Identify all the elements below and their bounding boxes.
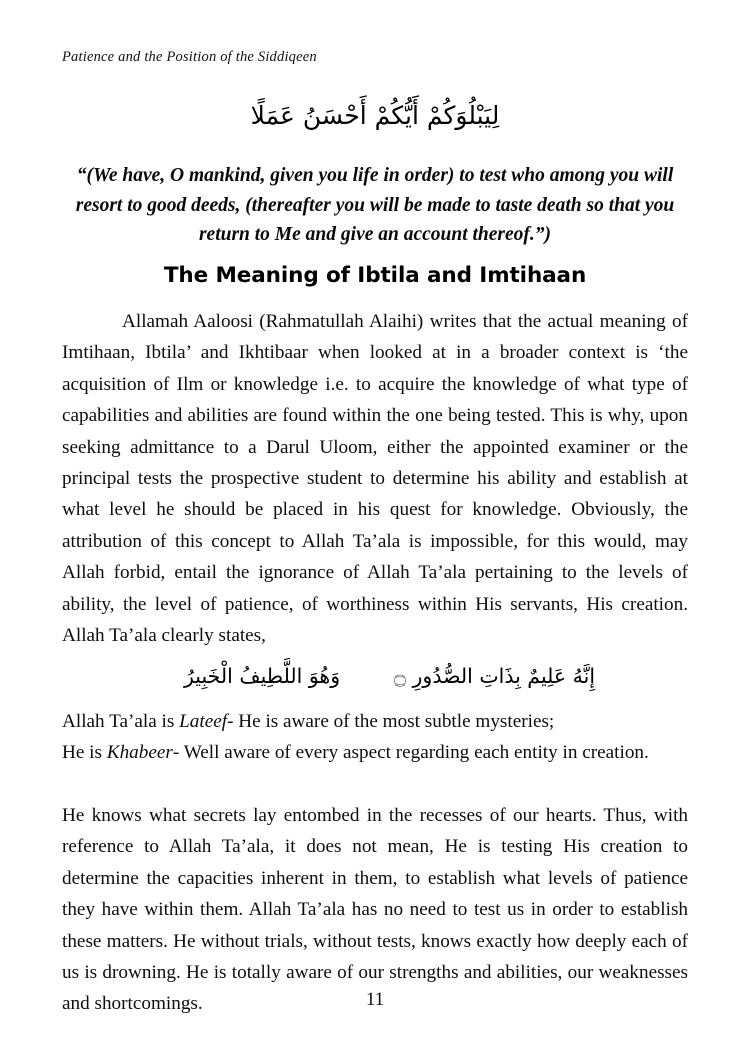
arabic-verse-middle-row	[62, 656, 688, 698]
arabic-verse-top: لِيَبْلُوَكُمْ أَيُّكُمْ أَحْسَنُ عَمَلًا	[250, 101, 500, 130]
paragraph-two-line-two	[62, 737, 688, 768]
lateef-prefix: Allah Ta’ala is	[62, 711, 180, 732]
section-heading: The Meaning of Ibtila and Imtihaan	[163, 263, 587, 288]
paragraph-three: He knows what secrets lay entombed in the recesses of our hearts. Thus, with reference to Allah Ta’ala, it does not mean, He is testing His creation to determine the capacities inherent in them, to establish what levels of patience they have within them. Allah Ta’ala has no need to test us in order to establish these matters. He without trials, without tests, knows exactly how deeply each of us is drowning. He is totally aware of our strengths and abilities, our weaknesses and shortcomings.	[62, 805, 688, 1015]
paragraph-two-line-one	[62, 706, 688, 737]
lateef-term: Lateef	[179, 711, 228, 732]
paragraph-two	[62, 706, 688, 769]
khabeer-prefix: He is	[62, 742, 107, 764]
lateef-suffix: - He is aware of the most subtle mysteries;	[227, 711, 555, 732]
khabeer-suffix: - Well aware of every aspect regarding each entity in creation.	[172, 742, 649, 764]
khabeer-term: Khabeer	[106, 742, 173, 764]
paragraph-one: Allamah Aaloosi (Rahmatullah Alaihi) writes that the actual meaning of Imtihaan, Ibtila’ and Ikhtibaar when looked at in a broader context is ‘the acquisition of Ilm or knowledge i.e. to acquire the knowledge of what type of capabilities and abilities are found within the one being tested. This is why, upon seeking admittance to a Darul Uloom, either the appointed examiner or the principal tests the prospective student to determine his ability and establish at what level he should be placed in his quest for knowledge. Obviously, the attribution of this concept to Allah Ta’ala is impossible, for this would, may Allah forbid, entail the ignorance of Allah Ta’ala pertaining to the levels of ability, the level of patience, of worthiness within His servants, His creation. Allah Ta’ala clearly states,	[62, 311, 688, 647]
verse-translation-quote: “(We have, O mankind, given you life in order) to test who among you will resort to good deeds, (thereafter you will be made to taste death so that you return to Me and give an account thereof.”)	[75, 165, 675, 245]
page-number: 11	[365, 989, 385, 1010]
arabic-verse-middle-right: إِنَّهُ عَلِيمٌ بِذَاتِ الصُّدُورِ ۝	[394, 664, 596, 688]
running-header: Patience and the Position of the Siddiqeen	[62, 49, 317, 65]
arabic-verse-middle-left: وَهُوَ اللَّطِيفُ الْخَبِيرُ	[184, 664, 341, 688]
